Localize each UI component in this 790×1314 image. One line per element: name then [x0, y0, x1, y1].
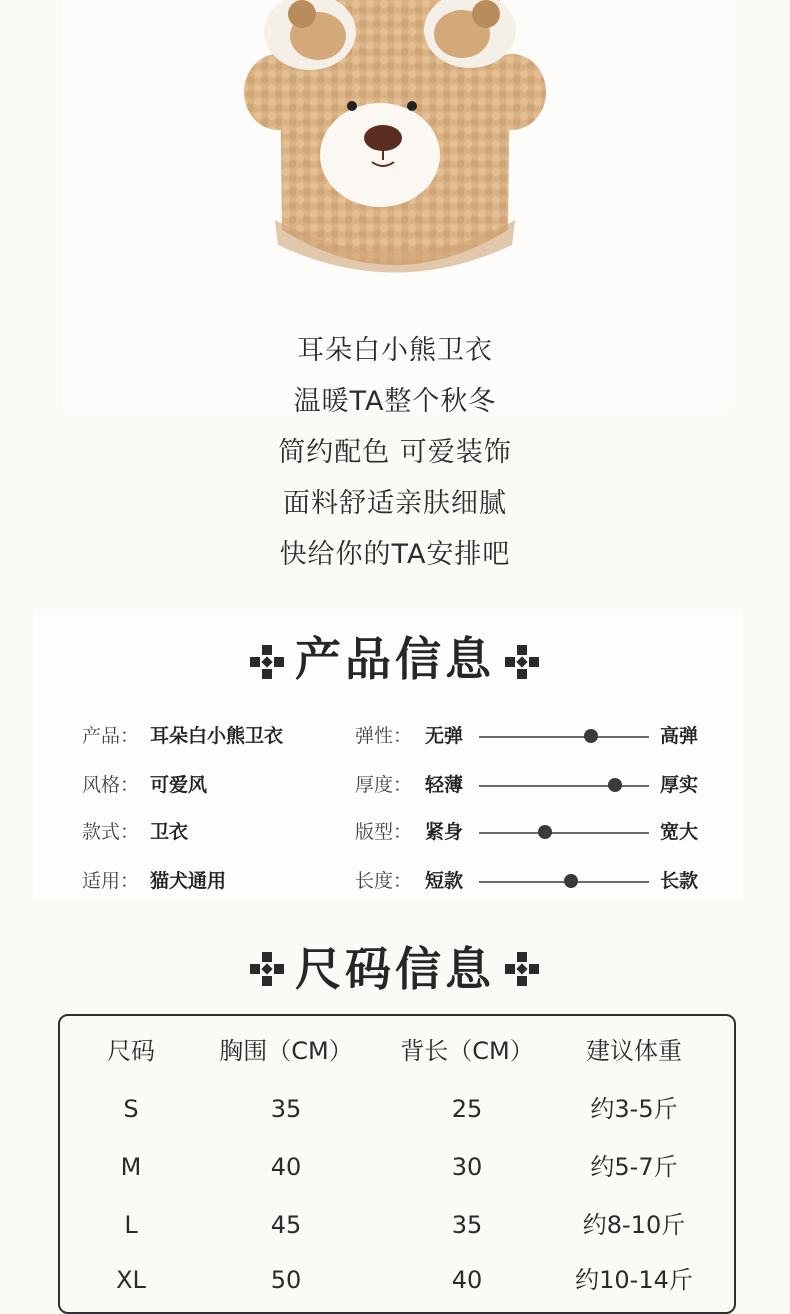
- table-cell: XL: [116, 1266, 146, 1294]
- intro-line-4: 面料舒适亲肤细腻: [283, 488, 507, 519]
- size-info-title: 尺码信息: [295, 942, 495, 996]
- bear-hoodie-photo: [240, 0, 550, 300]
- attr-value-type: 卫衣: [150, 821, 189, 843]
- table-cell: 约5-7斤: [590, 1153, 678, 1181]
- table-cell: 约8-10斤: [582, 1211, 686, 1239]
- size-header-chest: 胸围（CM）: [219, 1037, 353, 1065]
- scale-marker-thickness: [608, 778, 622, 792]
- scale-max-length: 长款: [660, 870, 699, 892]
- scale-min-fit: 紧身: [425, 821, 464, 843]
- table-cell: 45: [270, 1211, 302, 1239]
- intro-line-3: 简约配色 可爱装饰: [278, 437, 512, 468]
- table-cell: M: [120, 1153, 142, 1181]
- attr-label-suitable: 适用：: [82, 870, 140, 892]
- scale-track-fit: [479, 832, 649, 834]
- table-cell: 40: [270, 1153, 302, 1181]
- intro-line-2: 温暖TA整个秋冬: [293, 386, 497, 417]
- table-cell: 40: [451, 1266, 483, 1294]
- scale-min-length: 短款: [425, 870, 464, 892]
- product-info-title: 产品信息: [295, 632, 495, 686]
- scale-label-fit: 版型：: [355, 821, 413, 843]
- table-cell: 约3-5斤: [590, 1095, 678, 1123]
- table-cell: 50: [270, 1266, 302, 1294]
- scale-label-thickness: 厚度：: [355, 774, 413, 796]
- attr-label-type: 款式：: [82, 821, 140, 843]
- scale-track-thickness: [479, 785, 649, 787]
- scale-max-fit: 宽大: [660, 821, 699, 843]
- intro-line-5: 快给你的TA安排吧: [279, 539, 511, 570]
- table-cell: 35: [270, 1095, 302, 1123]
- attr-value-suitable: 猫犬通用: [150, 870, 227, 892]
- scale-max-elasticity: 高弹: [660, 725, 699, 747]
- table-cell: S: [123, 1095, 139, 1123]
- scale-label-length: 长度：: [355, 870, 413, 892]
- attr-label-style: 风格：: [82, 774, 140, 796]
- table-cell: 25: [451, 1095, 483, 1123]
- attr-value-product: 耳朵白小熊卫衣: [150, 725, 284, 747]
- scale-track-elasticity: [479, 736, 649, 738]
- scale-label-elasticity: 弹性：: [355, 725, 413, 747]
- table-cell: 35: [451, 1211, 483, 1239]
- scale-min-thickness: 轻薄: [425, 774, 464, 796]
- table-cell: 30: [451, 1153, 483, 1181]
- table-cell: 约10-14斤: [575, 1266, 693, 1294]
- diamond-deco-icon: [505, 952, 539, 986]
- attr-label-product: 产品：: [82, 725, 140, 747]
- size-header-size: 尺码: [107, 1037, 155, 1065]
- table-cell: L: [124, 1211, 138, 1239]
- intro-line-1: 耳朵白小熊卫衣: [297, 335, 493, 366]
- attr-value-style: 可爱风: [150, 774, 208, 796]
- size-header-back: 背长（CM）: [400, 1037, 534, 1065]
- diamond-deco-icon: [505, 645, 539, 679]
- scale-min-elasticity: 无弹: [425, 725, 464, 747]
- scale-marker-length: [564, 874, 578, 888]
- scale-max-thickness: 厚实: [660, 774, 699, 796]
- size-header-weight: 建议体重: [586, 1037, 682, 1065]
